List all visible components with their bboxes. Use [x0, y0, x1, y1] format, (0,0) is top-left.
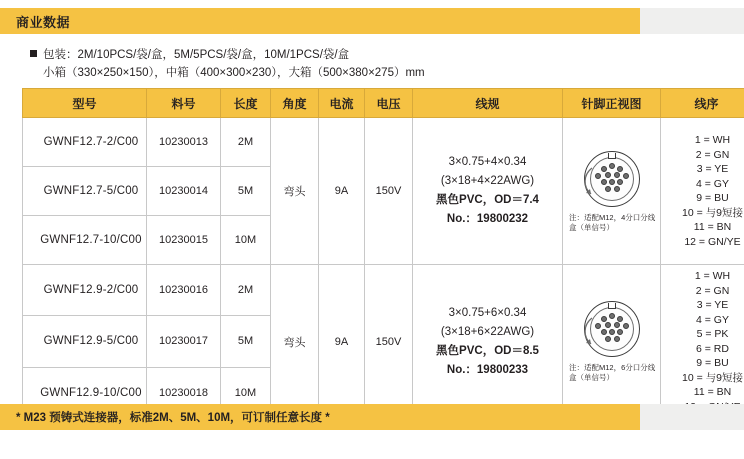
col-header-material-code: 料号: [147, 89, 221, 118]
cell-wire-order: [661, 265, 744, 419]
wire-order-item: 12 = GN/YE: [684, 235, 741, 248]
wire-order-item: 5 = PK: [696, 328, 729, 340]
wire-order-item: 1 = WH: [694, 134, 731, 146]
col-header-current: 电流: [319, 89, 365, 118]
wire-spec-line-2: (3×18+4×22AWG): [440, 175, 535, 187]
wire-spec-line-3: 黑色PVC，OD＝7.4: [436, 194, 539, 206]
spec-table-head: [23, 89, 744, 118]
connector-diagram: [581, 300, 643, 362]
cell-voltage: 150V: [365, 265, 413, 419]
wire-order-item: 11 = BN: [693, 386, 732, 398]
wire-order-item: 4 = GY: [696, 177, 729, 190]
cell-wire-spec: [413, 265, 563, 419]
cell-pin-view: [563, 118, 661, 265]
col-header-angle: 角度: [271, 89, 319, 118]
packaging-note-line-2: 小箱（330×250×150），中箱（400×300×230），大箱（500×380×275）mm: [43, 67, 425, 79]
cell-material-code: 10230013: [147, 118, 221, 167]
connector-pin: [609, 163, 615, 169]
wire-order-item: 4 = GY: [696, 313, 729, 326]
rotation-arrow-icon: [580, 316, 594, 346]
packaging-note-line-1: [30, 46, 425, 64]
cell-material-code: 10230017: [147, 316, 221, 367]
rotation-arrow-icon: [580, 166, 594, 196]
spec-table-body: [23, 118, 744, 419]
connector-pin: [601, 166, 607, 172]
connector-pin: [609, 313, 615, 319]
wire-order-item: 2 = GN: [695, 148, 730, 161]
connector-pin: [617, 179, 623, 185]
connector-key-slot: [608, 303, 616, 309]
wire-order-item: 3 = YE: [696, 163, 729, 175]
wire-order-item: 9 = BU: [696, 192, 729, 204]
cell-model: GWNF12.7-10/C00: [23, 216, 147, 265]
cell-length: 5M: [221, 167, 271, 216]
connector-key-slot: [608, 153, 616, 159]
page-title: 商业数据: [16, 15, 71, 30]
cell-current: 9A: [319, 118, 365, 265]
cell-model: GWNF12.9-5/C00: [23, 316, 147, 367]
connector-pin: [605, 186, 611, 192]
wire-spec-line-4: No.：19800233: [446, 363, 529, 376]
wire-order-list: [673, 269, 744, 414]
bullet-icon: [30, 50, 37, 57]
connector-pin: [614, 336, 620, 342]
wire-spec-line-1: 3×0.75+6×0.34: [448, 306, 527, 319]
pin-view-note: [565, 363, 658, 383]
connector-pin: [614, 322, 620, 328]
cell-wire-order: [661, 118, 744, 265]
footer-note: * M23 预铸式连接器，标准2M、5M、10M，可订制任意长度 *: [16, 412, 330, 424]
cell-length: 2M: [221, 265, 271, 316]
col-header-wire-order: 线序: [661, 89, 744, 118]
wire-order-item: 2 = GN: [695, 284, 730, 297]
connector-pin: [605, 336, 611, 342]
connector-pin: [623, 323, 629, 329]
connector-pin: [614, 186, 620, 192]
cell-length: 5M: [221, 316, 271, 367]
pin-view-note-label: 注：: [569, 212, 584, 222]
pin-view-note-text: 适配M12，6分口分线盒（单信号）: [569, 363, 656, 382]
connector-pin: [601, 179, 607, 185]
pin-view-note-text: 适配M12，4分口分线盒（单信号）: [569, 212, 656, 232]
cell-model: GWNF12.9-2/C00: [23, 265, 147, 316]
connector-pin: [623, 173, 629, 179]
cell-pin-view: [563, 265, 661, 419]
cell-model: GWNF12.9-10/C00: [23, 367, 147, 418]
cell-model: GWNF12.7-5/C00: [23, 167, 147, 216]
connector-pin: [617, 329, 623, 335]
connector-diagram: [581, 150, 643, 212]
col-header-pin-view: 针脚正视图: [563, 89, 661, 118]
spec-table: [22, 88, 744, 419]
table-row: [23, 118, 744, 167]
wire-order-item: 11 = BN: [693, 221, 732, 233]
wire-spec-line-4: No.：19800232: [446, 213, 529, 225]
col-header-model: 型号: [23, 89, 147, 118]
wire-spec-line-1: 3×0.75+4×0.34: [448, 156, 527, 168]
spec-table-wrapper: [22, 88, 743, 419]
cell-model: GWNF12.7-2/C00: [23, 118, 147, 167]
wire-spec-line-2: (3×18+6×22AWG): [440, 325, 535, 338]
connector-pin: [605, 172, 611, 178]
wire-order-item: 1 = WH: [694, 270, 731, 282]
cell-wire-spec: [413, 118, 563, 265]
wire-order-item: 3 = YE: [696, 299, 729, 311]
packaging-note-text-1: 包装：2M/10PCS/袋/盒，5M/5PCS/袋/盒，10M/1PCS/袋/盒: [43, 49, 350, 61]
cell-length: 10M: [221, 216, 271, 265]
cell-length: 2M: [221, 118, 271, 167]
wire-order-item: 9 = BU: [696, 357, 729, 369]
wire-order-item: 10 = 与9短接: [682, 206, 743, 219]
table-header-row: [23, 89, 744, 118]
cell-material-code: 10230016: [147, 265, 221, 316]
connector-pin: [609, 329, 615, 335]
cell-current: 9A: [319, 265, 365, 419]
table-row: [23, 265, 744, 316]
connector-pin: [595, 173, 601, 179]
connector-pin: [605, 322, 611, 328]
cell-length: 10M: [221, 367, 271, 418]
connector-pin: [595, 323, 601, 329]
col-header-wire-spec: 线规: [413, 89, 563, 118]
pin-view-note: [565, 213, 658, 233]
connector-pin: [614, 172, 620, 178]
wire-order-list: [673, 133, 744, 249]
wire-order-item: 10 = 与9短接: [682, 371, 743, 384]
cell-material-code: 10230014: [147, 167, 221, 216]
cell-material-code: 10230015: [147, 216, 221, 265]
cell-angle: 弯头: [271, 118, 319, 265]
cell-voltage: 150V: [365, 118, 413, 265]
connector-pin: [617, 166, 623, 172]
header-bar: [0, 8, 744, 34]
col-header-voltage: 电压: [365, 89, 413, 118]
cell-angle: 弯头: [271, 265, 319, 419]
col-header-length: 长度: [221, 89, 271, 118]
connector-pin: [601, 316, 607, 322]
cell-material-code: 10230018: [147, 367, 221, 418]
wire-spec-line-3: 黑色PVC，OD＝8.5: [436, 344, 539, 357]
connector-pin: [601, 329, 607, 335]
pin-view-note-label: 注：: [569, 363, 584, 372]
packaging-notes: [30, 46, 425, 82]
connector-pin: [609, 179, 615, 185]
wire-order-item: 6 = RD: [696, 342, 729, 355]
